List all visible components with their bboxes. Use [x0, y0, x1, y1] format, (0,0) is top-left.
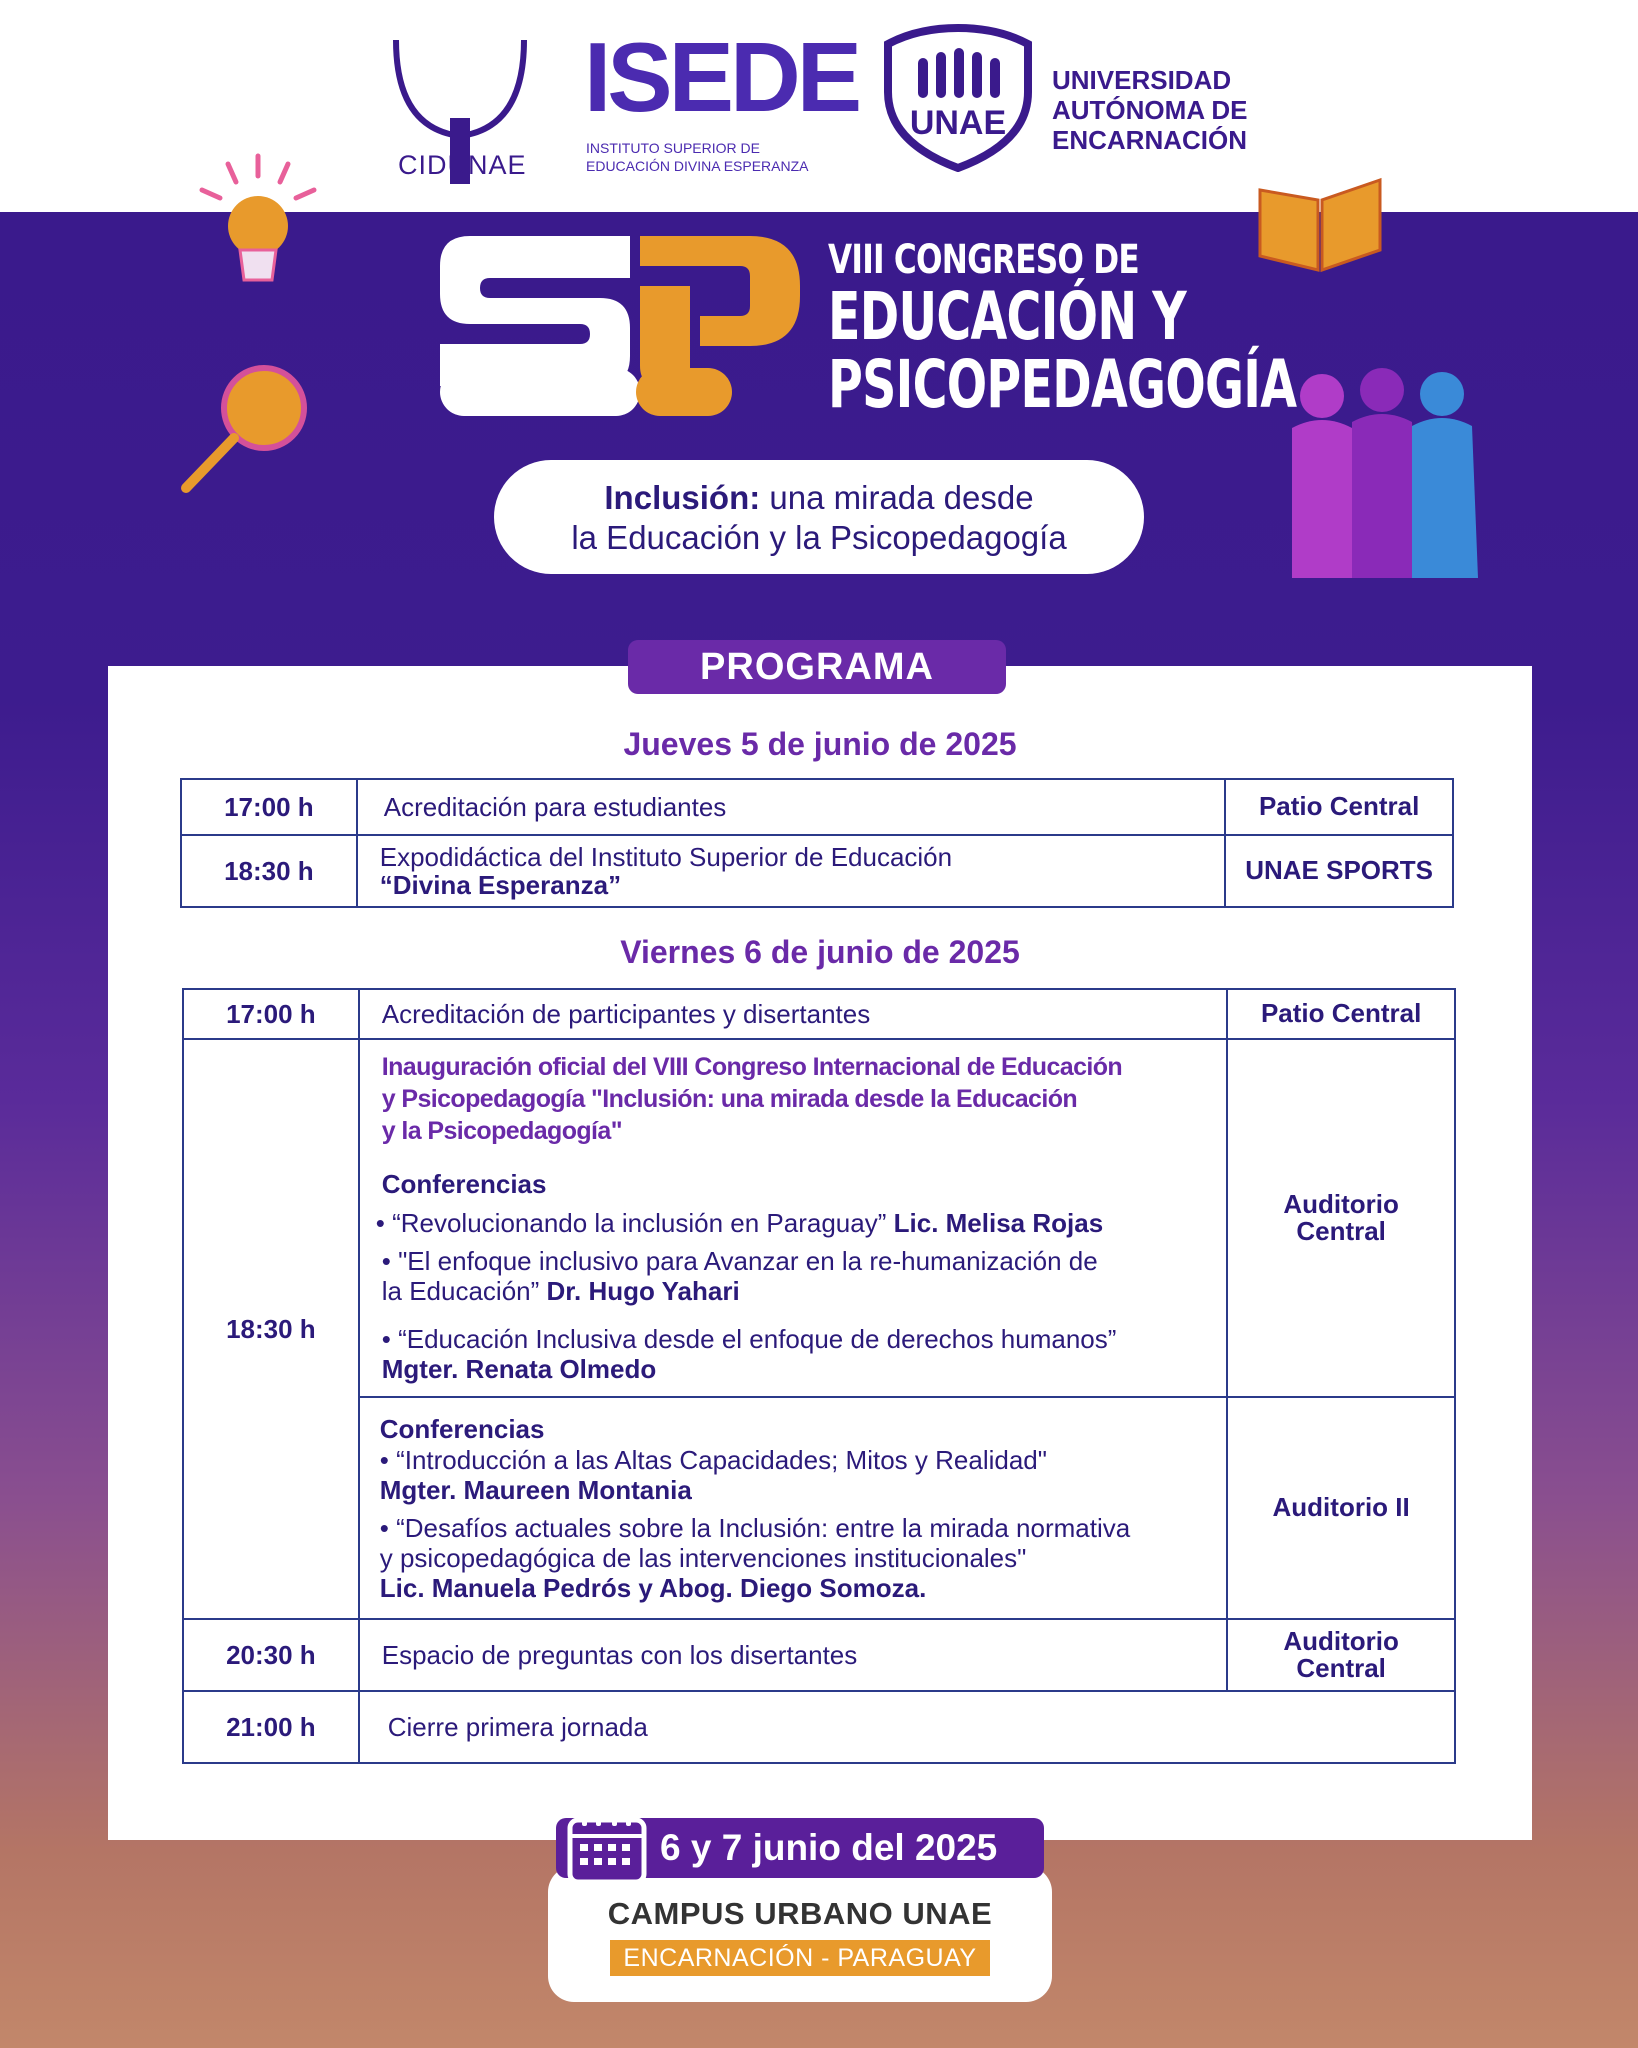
- conferences-heading: Conferencias: [381, 1168, 547, 1199]
- location-cell: [1227, 1039, 1455, 1397]
- location-cell: Patio Central: [1225, 779, 1453, 835]
- campus-location: ENCARNACIÓN - PARAGUAY: [610, 1940, 990, 1976]
- subtitle-line2: la Educación y la Psicopedagogía: [571, 519, 1067, 556]
- desc-cell: Acreditación para estudiantes: [357, 779, 1226, 835]
- unae-shield-text: UNAE: [909, 104, 1007, 142]
- list-item: [376, 1208, 1221, 1238]
- time-cell: 21:00 h: [183, 1691, 359, 1763]
- subtitle-pill: [494, 460, 1144, 574]
- table-row: [183, 1397, 1455, 1619]
- table-row: [181, 835, 1453, 907]
- desc-cell: [359, 1039, 1228, 1397]
- bullet-text: la Educación”: [381, 1275, 540, 1306]
- desc-cell: Acreditación de participantes y disertantes: [359, 989, 1228, 1039]
- magnifier-icon: [172, 360, 322, 500]
- lightbulb-icon: [188, 150, 328, 300]
- bullet-text: y psicopedagógica de las intervenciones institucionales": [379, 1542, 1027, 1573]
- calendar-icon: [566, 1810, 648, 1886]
- location-line2: Central: [1296, 1653, 1386, 1683]
- list-item: [382, 1246, 1221, 1306]
- unae-shield-logo: [880, 22, 1036, 172]
- programa-badge: PROGRAMA: [628, 640, 1006, 694]
- unae-logo-text: [1052, 66, 1247, 156]
- location-line1: Auditorio: [1283, 1188, 1399, 1219]
- time-cell: 20:30 h: [183, 1619, 359, 1691]
- day1-table: [180, 778, 1454, 908]
- desc-cell: [359, 1397, 1228, 1619]
- location-cell: Auditorio II: [1227, 1397, 1455, 1619]
- bullet-text: • “Introducción a las Altas Capacidades; Mitos y Realidad": [379, 1444, 1047, 1475]
- bullet-text: • “Desafíos actuales sobre la Inclusión: entre la mirada normativa: [379, 1512, 1131, 1543]
- isede-logo: ISEDE: [584, 22, 859, 132]
- campus-title: CAMPUS URBANO UNAE: [607, 1896, 993, 1931]
- congress-title: [828, 237, 1478, 423]
- location-cell: [1227, 1619, 1455, 1691]
- time-cell: 17:00 h: [183, 989, 359, 1039]
- campus-box: [548, 1866, 1052, 2002]
- speaker-name: Dr. Hugo Yahari: [546, 1275, 740, 1306]
- desc-bold: “Divina Esperanza”: [379, 870, 622, 900]
- day1-title: Jueves 5 de junio de 2025: [623, 726, 1017, 762]
- table-row: [183, 1039, 1455, 1397]
- desc-cell: Espacio de preguntas con los disertantes: [359, 1619, 1228, 1691]
- title-line1: VIII CONGRESO DE: [828, 237, 1139, 283]
- speaker-name: Lic. Melisa Rojas: [893, 1207, 1104, 1238]
- speaker-name: Mgter. Maureen Montania: [379, 1474, 692, 1505]
- bullet-text: • “Educación Inclusiva desde el enfoque de derechos humanos”: [381, 1323, 1117, 1354]
- subtitle-rest: una mirada desde: [760, 479, 1034, 516]
- subtitle-bold: Inclusión:: [604, 479, 761, 516]
- desc-cell: Cierre primera jornada: [359, 1691, 1455, 1763]
- desc-text: Expodidáctica del Instituto Superior de Educación: [379, 842, 953, 872]
- title-line3: PSICOPEDAGOGÍA: [828, 346, 1297, 423]
- time-cell: 18:30 h: [181, 835, 357, 907]
- location-cell: UNAE SPORTS: [1225, 835, 1453, 907]
- sp-congress-logo: [440, 236, 810, 416]
- event-dates-badge: 6 y 7 junio del 2025: [556, 1818, 1044, 1878]
- time-cell: 18:30 h: [183, 1039, 359, 1619]
- table-row: [181, 779, 1453, 835]
- location-cell: Patio Central: [1227, 989, 1455, 1039]
- location-line1: Auditorio: [1283, 1625, 1399, 1656]
- table-row: [183, 1619, 1455, 1691]
- isede-sub-line2: EDUCACIÓN DIVINA ESPERANZA: [586, 157, 809, 174]
- cidunae-logo-text: CIDUNAE: [398, 150, 527, 180]
- unae-text-line1: UNIVERSIDAD: [1052, 65, 1232, 95]
- conferences-heading: Conferencias: [379, 1413, 545, 1444]
- list-item: [382, 1324, 1221, 1384]
- desc-cell: [357, 835, 1226, 907]
- bullet-text: • “Revolucionando la inclusión en Paraguay”: [375, 1207, 887, 1238]
- inauguration-line2: y Psicopedagogía "Inclusión: una mirada desde la Educación: [381, 1084, 1078, 1113]
- table-row: [183, 989, 1455, 1039]
- unae-text-line3: ENCARNACIÓN: [1052, 124, 1247, 155]
- isede-sub-line1: INSTITUTO SUPERIOR DE: [586, 140, 760, 156]
- unae-text-line2: AUTÓNOMA DE: [1052, 94, 1248, 125]
- inauguration-line3: y la Psicopedagogía": [381, 1116, 622, 1145]
- location-line2: Central: [1296, 1216, 1386, 1246]
- day2-title: Viernes 6 de junio de 2025: [620, 934, 1020, 970]
- program-card: [108, 666, 1532, 1840]
- list-item: [380, 1513, 1221, 1573]
- day2-table: [182, 988, 1456, 1764]
- time-cell: 17:00 h: [181, 779, 357, 835]
- speaker-name: Lic. Manuela Pedrós y Abog. Diego Somoza.: [379, 1572, 927, 1603]
- speaker-name: Mgter. Renata Olmedo: [381, 1353, 657, 1384]
- inauguration-line1: Inauguración oficial del VIII Congreso Internacional de Educación: [381, 1052, 1123, 1081]
- bullet-text: • "El enfoque inclusivo para Avanzar en la re-humanización de: [381, 1245, 1098, 1276]
- isede-logo-subtitle: [586, 140, 846, 175]
- table-row: [183, 1691, 1455, 1763]
- title-line2: EDUCACIÓN Y: [828, 278, 1186, 355]
